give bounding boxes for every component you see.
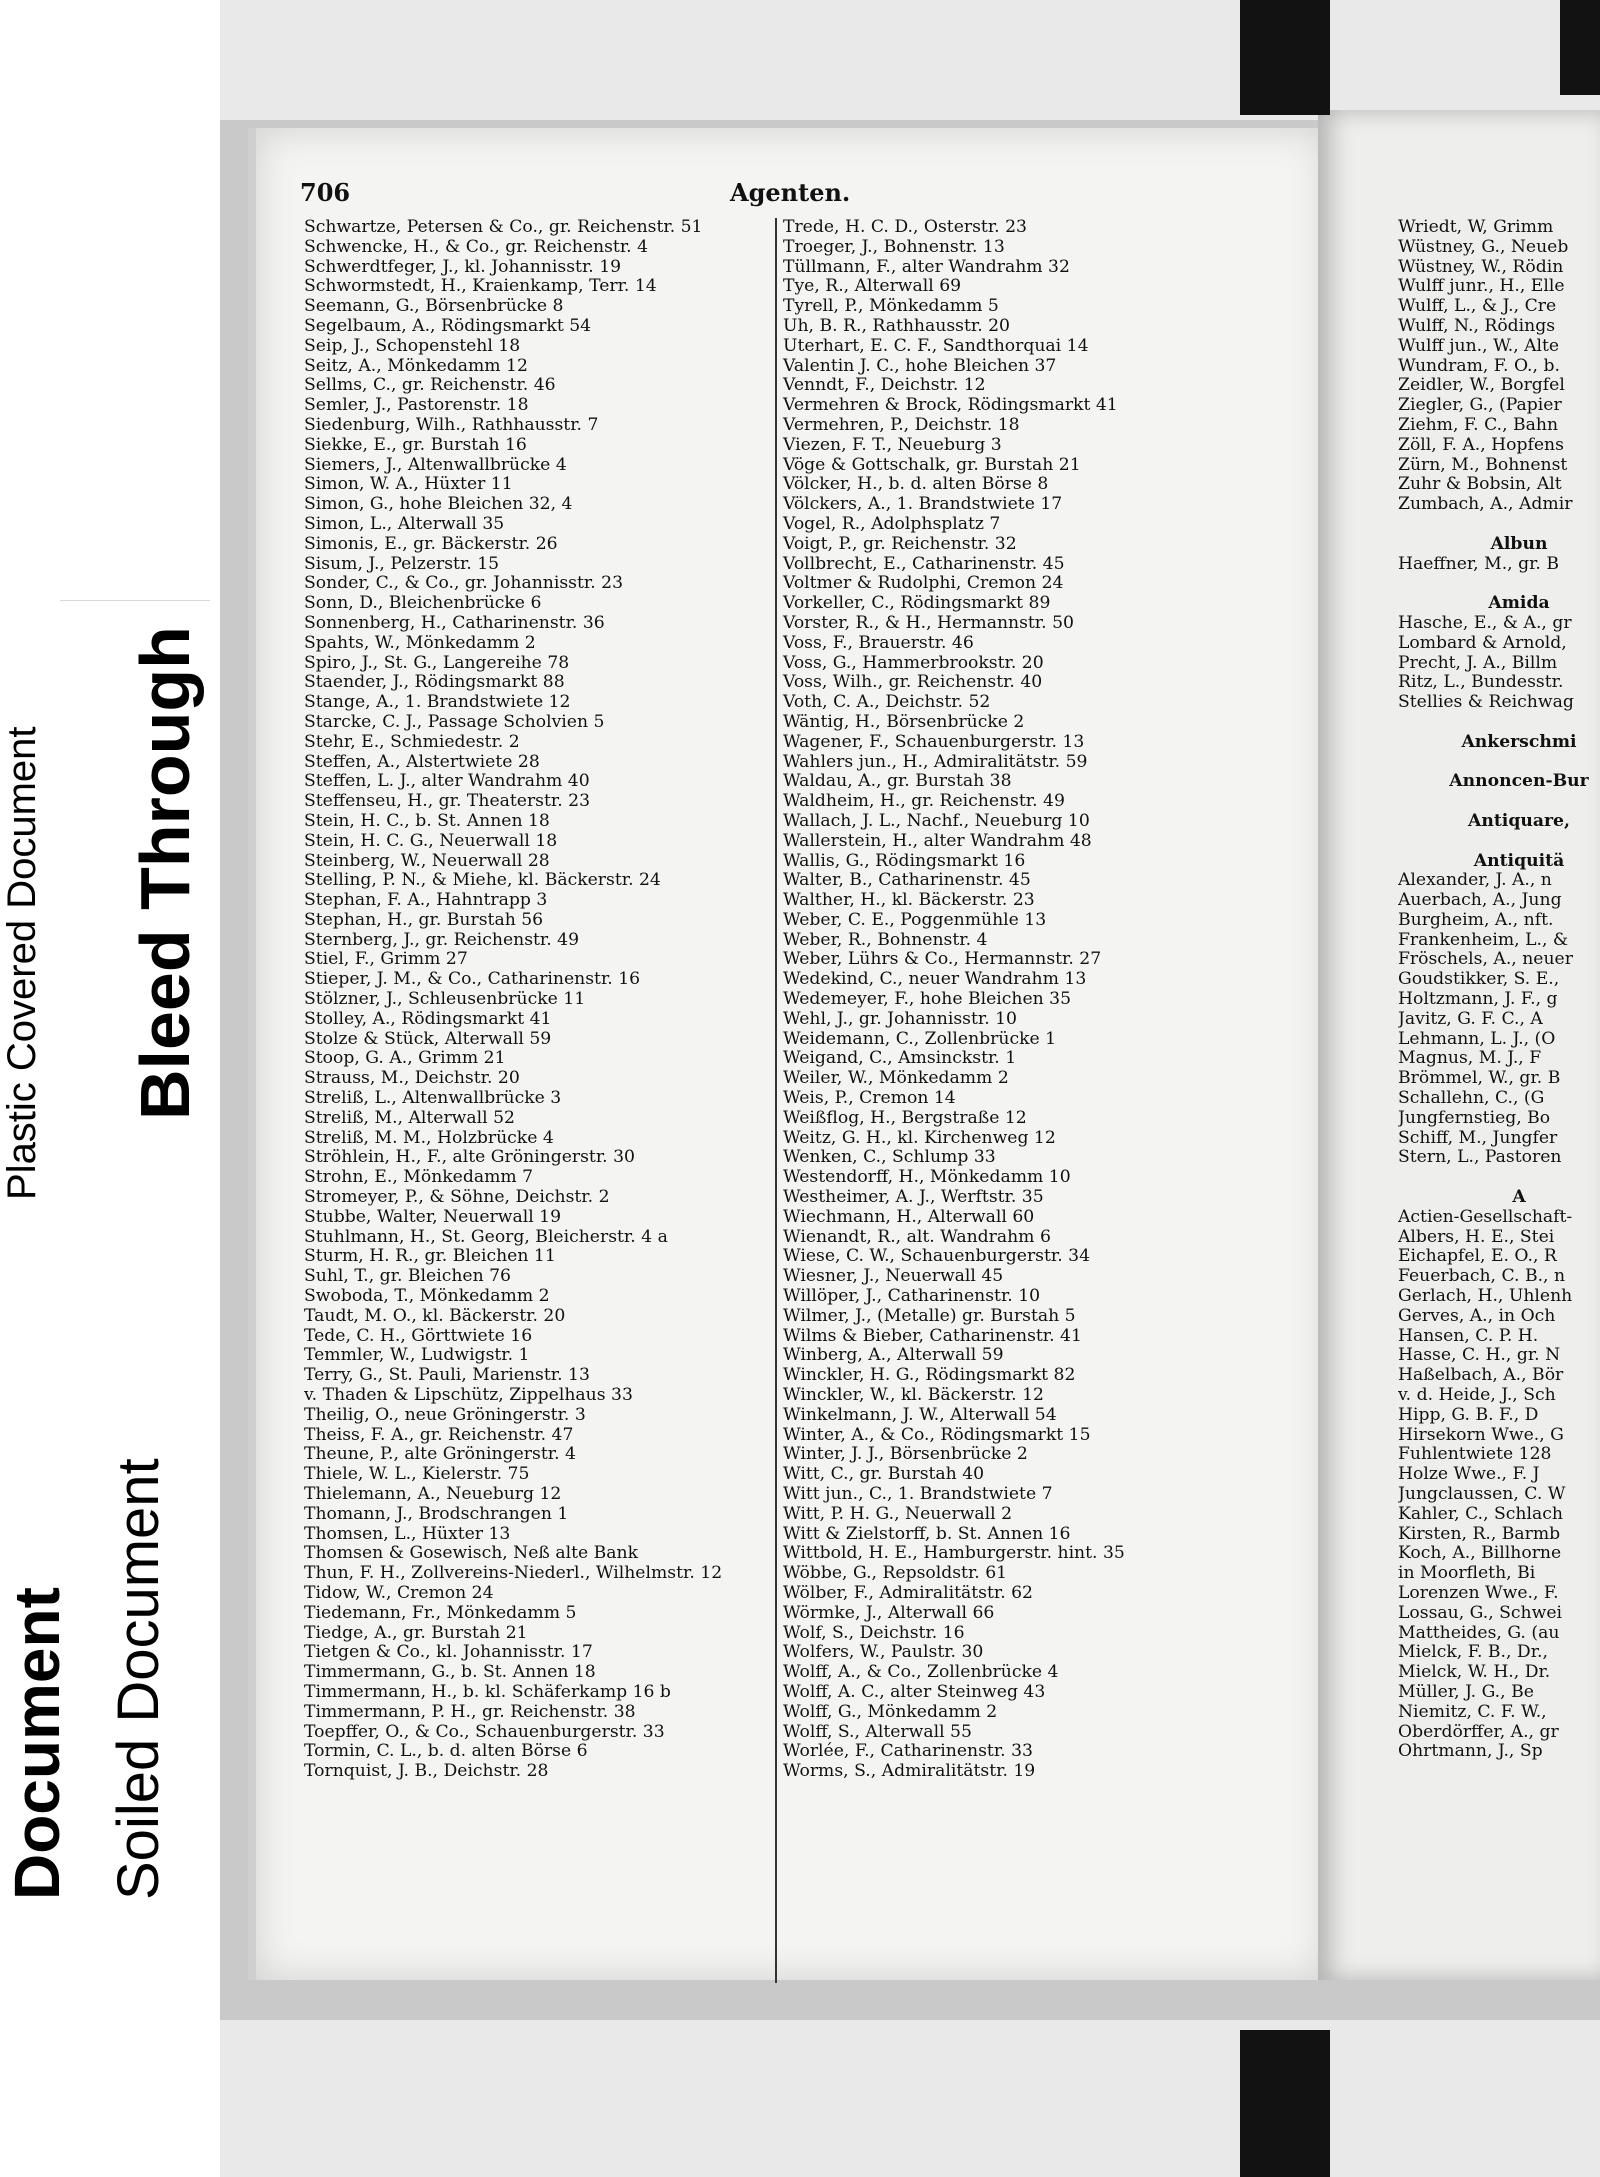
directory-entry: Siedenburg, Wilh., Rathhausstr. 7	[304, 414, 599, 435]
directory-entry: Stephan, H., gr. Burstah 56	[304, 909, 544, 930]
directory-entry: Mattheides, G. (au	[1398, 1622, 1560, 1643]
directory-entry: Völckers, A., 1. Brandstwiete 17	[783, 494, 1063, 515]
document-label: Document	[1, 1587, 73, 1900]
directory-entry: Fröschels, A., neuer	[1398, 949, 1573, 970]
directory-entry: Gerlach, H., Uhlenh	[1398, 1286, 1573, 1307]
scanner-edge	[1560, 0, 1600, 95]
page-header	[300, 178, 1240, 218]
directory-entry: Voss, Wilh., gr. Reichenstr. 40	[783, 672, 1043, 693]
directory-entry: Sonder, C., & Co., gr. Johannisstr. 23	[304, 573, 624, 594]
directory-entry: Voss, F., Brauerstr. 46	[783, 632, 974, 653]
directory-entry: Wulff, L., & J., Cre	[1398, 296, 1557, 317]
directory-entry: Wulff, N., Rödings	[1398, 315, 1556, 336]
directory-entry: Lehmann, L. J., (O	[1398, 1028, 1556, 1049]
directory-entry: Tietgen & Co., kl. Johannisstr. 17	[304, 1642, 593, 1663]
directory-entry: Starcke, C. J., Passage Scholvien 5	[304, 711, 605, 732]
directory-entry: Vorkeller, C., Rödingsmarkt 89	[783, 593, 1051, 614]
directory-entry: Wiechmann, H., Alterwall 60	[783, 1206, 1035, 1227]
directory-entry: Streliß, M. M., Holzbrücke 4	[304, 1127, 554, 1148]
directory-entry: Theiss, F. A., gr. Reichenstr. 47	[304, 1424, 574, 1445]
directory-entry: Schwormstedt, H., Kraienkamp, Terr. 14	[304, 276, 657, 297]
directory-entry: Witt & Zielstorff, b. St. Annen 16	[783, 1523, 1071, 1544]
scan-condition-labels	[0, 0, 220, 2177]
directory-entry: Weber, C. E., Poggenmühle 13	[783, 909, 1047, 930]
directory-entry: Burgheim, A., nft.	[1398, 909, 1554, 930]
directory-entry: Toepffer, O., & Co., Schauenburgerstr. 33	[304, 1721, 665, 1742]
directory-entry: Weber, R., Bohnenstr. 4	[783, 929, 988, 950]
directory-entry: Wagener, F., Schauenburgerstr. 13	[783, 731, 1085, 752]
scanner-clip-bottom	[1240, 2030, 1330, 2177]
directory-entry: Sternberg, J., gr. Reichenstr. 49	[304, 929, 580, 950]
directory-column-left	[304, 218, 774, 1782]
directory-entry: Seemann, G., Börsenbrücke 8	[304, 296, 564, 317]
directory-entry: Wüstney, W., Rödin	[1398, 256, 1564, 277]
directory-entry: Timmermann, P. H., gr. Reichenstr. 38	[304, 1701, 636, 1722]
directory-entry: Tye, R., Alterwall 69	[783, 276, 962, 297]
directory-entry: Schwencke, H., & Co., gr. Reichenstr. 4	[304, 236, 649, 257]
directory-entry: Schallehn, C., (G	[1398, 1088, 1545, 1109]
directory-entry: Haeffner, M., gr. B	[1398, 553, 1559, 574]
page-number: 706	[300, 178, 351, 207]
directory-entry: Jungfernstieg, Bo	[1398, 1107, 1551, 1128]
directory-entry: Stellies & Reichwag	[1398, 692, 1574, 713]
directory-entry: Stolley, A., Rödingsmarkt 41	[304, 1008, 552, 1029]
directory-entry: Müller, J. G., Be	[1398, 1681, 1534, 1702]
directory-entry: Wüstney, G., Neueb	[1398, 236, 1569, 257]
directory-entry: Theilig, O., neue Gröningerstr. 3	[304, 1404, 586, 1425]
directory-entry: Uh, B. R., Rathhausstr. 20	[783, 315, 1010, 336]
directory-entry: Zeidler, W., Borgfel	[1398, 375, 1565, 396]
directory-column-middle	[775, 218, 1318, 1983]
directory-entry: Schwartze, Petersen & Co., gr. Reichenstr. 51	[304, 218, 703, 237]
directory-entry: Voss, G., Hammerbrookstr. 20	[783, 652, 1044, 673]
directory-entry: Wallach, J. L., Nachf., Neueburg 10	[783, 810, 1090, 831]
directory-entry: Wolff, A. C., alter Steinweg 43	[783, 1681, 1046, 1702]
directory-entry: Siemers, J., Altenwallbrücke 4	[304, 454, 567, 475]
directory-entry: Theune, P., alte Gröningerstr. 4	[304, 1444, 576, 1465]
directory-entry: Simon, W. A., Hüxter 11	[304, 474, 513, 495]
directory-entry: v. d. Heide, J., Sch	[1398, 1385, 1556, 1406]
directory-entry: Brömmel, W., gr. B	[1398, 1068, 1561, 1089]
directory-entry: Oberdörffer, A., gr	[1398, 1721, 1559, 1742]
directory-entry: Suhl, T., gr. Bleichen 76	[304, 1266, 511, 1287]
directory-entry: Westheimer, A. J., Werftstr. 35	[783, 1187, 1044, 1208]
directory-entry: Weißflog, H., Bergstraße 12	[783, 1107, 1027, 1128]
directory-entry: Holze Wwe., F. J	[1398, 1464, 1540, 1485]
directory-entry: Hasse, C. H., gr. N	[1398, 1345, 1561, 1366]
directory-entry: Wulff jun., W., Alte	[1398, 335, 1560, 356]
directory-entry: Wulff junr., H., Elle	[1398, 276, 1565, 297]
directory-entry: Wriedt, W, Grimm	[1398, 218, 1554, 237]
directory-entry: Thomsen & Gosewisch, Neß alte Bank	[304, 1543, 638, 1564]
directory-entry: Voth, C. A., Deichstr. 52	[783, 692, 991, 713]
directory-entry: Wolfers, W., Paulstr. 30	[783, 1642, 984, 1663]
directory-entry: Walter, B., Catharinenstr. 45	[783, 870, 1031, 891]
directory-entry: Wolff, A., & Co., Zollenbrücke 4	[783, 1662, 1059, 1683]
directory-entry: Willöper, J., Catharinenstr. 10	[783, 1286, 1041, 1307]
directory-entry: Taudt, M. O., kl. Bäckerstr. 20	[304, 1305, 566, 1326]
directory-entry: Stiel, F., Grimm 27	[304, 949, 468, 970]
directory-entry: Wolff, S., Alterwall 55	[783, 1721, 972, 1742]
directory-entry: Stephan, F. A., Hahntrapp 3	[304, 890, 548, 911]
directory-entry: Siekke, E., gr. Burstah 16	[304, 434, 527, 455]
directory-entry: Wolf, S., Deichstr. 16	[783, 1622, 965, 1643]
directory-entry: Fuhlentwiete 128	[1398, 1444, 1552, 1465]
directory-entry: Seitz, A., Mönkedamm 12	[304, 355, 528, 376]
directory-entry: Uterhart, E. C. F., Sandthorquai 14	[783, 335, 1089, 356]
section-heading: A	[1512, 1187, 1526, 1208]
directory-entry: Weis, P., Cremon 14	[783, 1088, 956, 1109]
directory-entry: Stein, H. C. G., Neuerwall 18	[304, 830, 558, 851]
directory-entry: Precht, J. A., Billm	[1398, 652, 1558, 673]
directory-entry: Wallis, G., Rödingsmarkt 16	[783, 850, 1026, 871]
directory-entry: Alexander, J. A., n	[1398, 870, 1552, 891]
directory-entry: Walther, H., kl. Bäckerstr. 23	[783, 890, 1035, 911]
directory-entry: Wedekind, C., neuer Wandrahm 13	[783, 969, 1087, 990]
directory-entry: Ritz, L., Bundesstr.	[1398, 672, 1564, 693]
directory-entry: Wölber, F., Admiralitätstr. 62	[783, 1582, 1033, 1603]
directory-entry: Stieper, J. M., & Co., Catharinenstr. 16	[304, 969, 641, 990]
directory-entry: Sonnenberg, H., Catharinenstr. 36	[304, 612, 605, 633]
directory-entry: Lombard & Arnold,	[1398, 632, 1567, 653]
directory-entry: Jungclaussen, C. W	[1398, 1484, 1566, 1504]
directory-entry: Albers, H. E., Stei	[1398, 1226, 1555, 1247]
directory-entry: Waldheim, H., gr. Reichenstr. 49	[783, 791, 1065, 812]
section-heading: Albun	[1490, 533, 1548, 554]
directory-entry: Wenken, C., Schlump 33	[783, 1147, 996, 1168]
directory-entry: Ströhlein, H., F., alte Gröningerstr. 30	[304, 1147, 635, 1168]
directory-entry: Terry, G., St. Pauli, Marienstr. 13	[304, 1365, 590, 1386]
directory-entry: Thiele, W. L., Kielerstr. 75	[304, 1464, 530, 1485]
directory-entry: Haßelbach, A., Bör	[1398, 1365, 1564, 1386]
directory-entry: Steffenseu, H., gr. Theaterstr. 23	[304, 791, 591, 812]
directory-entry	[1398, 574, 1600, 594]
directory-entry: Venndt, F., Deichstr. 12	[783, 375, 986, 396]
directory-entry: Wiese, C. W., Schauenburgerstr. 34	[783, 1246, 1091, 1267]
directory-entry: Steinberg, W., Neuerwall 28	[304, 850, 550, 871]
directory-entry: Westendorff, H., Mönkedamm 10	[783, 1167, 1071, 1188]
directory-entry: Ohrtmann, J., Sp	[1398, 1741, 1543, 1762]
scanner-clip-top	[1240, 0, 1330, 115]
directory-entry: Wehl, J., gr. Johannisstr. 10	[783, 1008, 1017, 1029]
directory-entry: Wilmer, J., (Metalle) gr. Burstah 5	[783, 1305, 1076, 1326]
directory-entry: Sisum, J., Pelzerstr. 15	[304, 553, 500, 574]
directory-entry: Thun, F. H., Zollvereins-Niederl., Wilhelmstr. 12	[304, 1563, 723, 1584]
directory-entry: Viezen, F. T., Neueburg 3	[783, 434, 1002, 455]
directory-entry: Witt, C., gr. Burstah 40	[783, 1464, 985, 1485]
directory-entry: Gerves, A., in Och	[1398, 1305, 1556, 1326]
directory-entry: Wittbold, H. E., Hamburgerstr. hint. 35	[783, 1543, 1125, 1564]
directory-entry: Worlée, F., Catharinenstr. 33	[783, 1741, 1033, 1762]
directory-entry: Temmler, W., Ludwigstr. 1	[304, 1345, 530, 1366]
directory-entry: Vollbrecht, E., Catharinenstr. 45	[783, 553, 1065, 574]
directory-entry: Spahts, W., Mönkedamm 2	[304, 632, 536, 653]
directory-entry: Hansen, C. P. H.	[1398, 1325, 1539, 1346]
directory-entry: Kahler, C., Schlach	[1398, 1503, 1563, 1524]
plastic-covered-label: Plastic Covered Document	[0, 726, 44, 1200]
directory-entry: Sonn, D., Bleichenbrücke 6	[304, 593, 542, 614]
directory-entry: Winckler, H. G., Rödingsmarkt 82	[783, 1365, 1076, 1386]
directory-entry: v. Thaden & Lipschütz, Zippelhaus 33	[304, 1385, 633, 1406]
directory-entry: Tede, C. H., Görttwiete 16	[304, 1325, 533, 1346]
directory-entry: Zuhr & Bobsin, Alt	[1398, 474, 1562, 495]
directory-entry: Spiro, J., St. G., Langereihe 78	[304, 652, 570, 673]
directory-entry: Lorenzen Wwe., F.	[1398, 1582, 1559, 1603]
directory-entry: Winberg, A., Alterwall 59	[783, 1345, 1004, 1366]
directory-entry: Semler, J., Pastorenstr. 18	[304, 395, 529, 416]
directory-entry: Swoboda, T., Mönkedamm 2	[304, 1286, 550, 1307]
directory-entry: Stein, H. C., b. St. Annen 18	[304, 810, 550, 831]
directory-entry: Weigand, C., Amsinckstr. 1	[783, 1048, 1017, 1069]
directory-entry: Strauss, M., Deichstr. 20	[304, 1068, 520, 1089]
directory-entry: Actien-Gesellschaft-	[1398, 1206, 1573, 1227]
directory-entry: Tüllmann, F., alter Wandrahm 32	[783, 256, 1070, 277]
section-heading: Ankerschmi	[1461, 731, 1577, 752]
directory-entry: Sturm, H. R., gr. Bleichen 11	[304, 1246, 556, 1267]
section-heading: Antiquitä	[1473, 850, 1565, 871]
directory-entry: Mielck, W. H., Dr.	[1398, 1662, 1551, 1683]
directory-entry: Weitz, G. H., kl. Kirchenweg 12	[783, 1127, 1056, 1148]
page-title: Agenten.	[730, 178, 851, 207]
directory-entry: Tyrell, P., Mönkedamm 5	[783, 296, 999, 317]
directory-entry: Simon, G., hohe Bleichen 32, 4	[304, 494, 573, 515]
directory-entry: Niemitz, C. F. W.,	[1398, 1701, 1547, 1722]
directory-entry: Stehr, E., Schmiedestr. 2	[304, 731, 520, 752]
directory-entry: Wahlers jun., H., Admiralitätstr. 59	[783, 751, 1088, 772]
directory-entry: Tornquist, J. B., Deichstr. 28	[304, 1761, 549, 1782]
directory-entry: Valentin J. C., hohe Bleichen 37	[783, 355, 1057, 376]
directory-entry: Timmermann, H., b. kl. Schäferkamp 16 b	[304, 1681, 671, 1702]
directory-entry: Hipp, G. B. F., D	[1398, 1404, 1539, 1425]
directory-entry: Winckler, W., kl. Bäckerstr. 12	[783, 1385, 1044, 1406]
directory-entry: Winter, A., & Co., Rödingsmarkt 15	[783, 1424, 1091, 1445]
directory-entry: Lossau, G., Schwei	[1398, 1602, 1563, 1623]
directory-entry: Waldau, A., gr. Burstah 38	[783, 771, 1012, 792]
section-heading: Antiquare,	[1468, 810, 1570, 831]
directory-entry: Magnus, M. J., F	[1398, 1048, 1542, 1069]
directory-entry	[1398, 515, 1600, 535]
directory-entry: Segelbaum, A., Rödingsmarkt 54	[304, 315, 592, 336]
directory-entry: Ziegler, G., (Papier	[1398, 395, 1562, 416]
directory-entry: Simon, L., Alterwall 35	[304, 513, 505, 534]
label-divider	[60, 600, 210, 601]
directory-entry: Seip, J., Schopenstehl 18	[304, 335, 521, 356]
directory-entry: Goudstikker, S. E.,	[1398, 969, 1560, 990]
directory-entry: Tormin, C. L., b. d. alten Börse 6	[304, 1741, 588, 1762]
directory-entry: Eichapfel, E. O., R	[1398, 1246, 1557, 1267]
directory-entry: Sellms, C., gr. Reichenstr. 46	[304, 375, 556, 396]
directory-entry: Wedemeyer, F., hohe Bleichen 35	[783, 989, 1072, 1010]
directory-entry: Stuhlmann, H., St. Georg, Bleicherstr. 4 a	[304, 1226, 668, 1247]
directory-entry: Wörmke, J., Alterwall 66	[783, 1602, 995, 1623]
directory-entry: Wienandt, R., alt. Wandrahm 6	[783, 1226, 1051, 1247]
directory-entry: Völcker, H., b. d. alten Börse 8	[783, 474, 1049, 495]
directory-entry: Stelling, P. N., & Miehe, kl. Bäckerstr. 24	[304, 870, 661, 891]
directory-entry: Stoop, G. A., Grimm 21	[304, 1048, 506, 1069]
directory-entry: Wiesner, J., Neuerwall 45	[783, 1266, 1004, 1287]
directory-entry: Zumbach, A., Admir	[1398, 494, 1573, 515]
directory-entry: Strohn, E., Mönkedamm 7	[304, 1167, 534, 1188]
directory-entry: Zürn, M., Bohnenst	[1398, 454, 1568, 475]
directory-entry: Witt jun., C., 1. Brandstwiete 7	[783, 1484, 1053, 1504]
directory-entry: Frankenheim, L., &	[1398, 929, 1569, 950]
directory-entry	[1398, 753, 1600, 773]
section-heading: Amida	[1488, 593, 1550, 614]
section-heading: Annoncen-Bur	[1449, 771, 1589, 792]
directory-entry: Wäntig, H., Börsenbrücke 2	[783, 711, 1025, 732]
directory-entry: Holtzmann, J. F., g	[1398, 989, 1558, 1010]
directory-entry: Javitz, G. F. C., A	[1398, 1008, 1543, 1029]
directory-entry: Timmermann, G., b. St. Annen 18	[304, 1662, 596, 1683]
directory-entry: Wolff, G., Mönkedamm 2	[783, 1701, 998, 1722]
directory-entry	[1398, 832, 1600, 852]
directory-entry: Stölzner, J., Schleusenbrücke 11	[304, 989, 586, 1010]
directory-entry: Mielck, F. B., Dr.,	[1398, 1642, 1548, 1663]
directory-entry: Streliß, M., Alterwall 52	[304, 1107, 515, 1128]
directory-entry: Thomann, J., Brodschrangen 1	[304, 1503, 569, 1524]
directory-entry	[1398, 713, 1600, 733]
directory-entry: Troeger, J., Bohnenstr. 13	[783, 236, 1005, 257]
directory-entry: Tiedemann, Fr., Mönkedamm 5	[304, 1602, 577, 1623]
soiled-document-label: Soiled Document	[106, 1458, 171, 1900]
directory-entry: Steffen, A., Alstertwiete 28	[304, 751, 540, 772]
directory-entry: Simonis, E., gr. Bäckerstr. 26	[304, 533, 558, 554]
directory-entry: Schwerdtfeger, J., kl. Johannisstr. 19	[304, 256, 622, 277]
directory-entry: Weber, Lührs & Co., Hermannstr. 27	[783, 949, 1102, 970]
directory-entry: Schiff, M., Jungfer	[1398, 1127, 1558, 1148]
directory-column-right	[1398, 218, 1600, 1762]
directory-entry: Kirsten, R., Barmb	[1398, 1523, 1561, 1544]
directory-entry: Stromeyer, P., & Söhne, Deichstr. 2	[304, 1187, 610, 1208]
directory-entry: Zöll, F. A., Hopfens	[1398, 434, 1564, 455]
directory-entry: Worms, S., Admiralitätstr. 19	[783, 1761, 1036, 1782]
directory-entry: Vermehren, P., Deichstr. 18	[783, 414, 1020, 435]
directory-entry: Staender, J., Rödingsmarkt 88	[304, 672, 565, 693]
directory-entry: Stange, A., 1. Brandstwiete 12	[304, 692, 571, 713]
directory-entry: Feuerbach, C. B., n	[1398, 1266, 1566, 1287]
directory-entry: Stolze & Stück, Alterwall 59	[304, 1028, 552, 1049]
directory-entry: Stubbe, Walter, Neuerwall 19	[304, 1206, 562, 1227]
directory-entry: Wundram, F. O., b.	[1398, 355, 1560, 376]
directory-entry: Vogel, R., Adolphsplatz 7	[783, 513, 1001, 534]
directory-entry: Wöbbe, G., Repsoldstr. 61	[783, 1563, 1008, 1584]
directory-entry: Voltmer & Rudolphi, Cremon 24	[783, 573, 1064, 594]
directory-entry: Hasche, E., & A., gr	[1398, 612, 1572, 633]
directory-entry: Wallerstein, H., alter Wandrahm 48	[783, 830, 1092, 851]
directory-entry: Ziehm, F. C., Bahn	[1398, 414, 1559, 435]
bleed-through-label: Bleed Through	[126, 626, 204, 1120]
directory-entry: Trede, H. C. D., Osterstr. 23	[783, 218, 1027, 237]
directory-entry: Streliß, L., Altenwallbrücke 3	[304, 1088, 562, 1109]
directory-entry: Vöge & Gottschalk, gr. Burstah 21	[783, 454, 1081, 475]
directory-entry: Witt, P. H. G., Neuerwall 2	[783, 1503, 1013, 1524]
directory-entry: Vorster, R., & H., Hermannstr. 50	[783, 612, 1074, 633]
directory-entry: Wilms & Bieber, Catharinenstr. 41	[783, 1325, 1082, 1346]
directory-entry: Stern, L., Pastoren	[1398, 1147, 1562, 1168]
directory-entry: in Moorfleth, Bi	[1398, 1563, 1536, 1584]
directory-entry: Weidemann, C., Zollenbrücke 1	[783, 1028, 1057, 1049]
directory-entry: Vermehren & Brock, Rödingsmarkt 41	[783, 395, 1118, 416]
directory-entry: Thomsen, L., Hüxter 13	[304, 1523, 511, 1544]
directory-entry: Koch, A., Billhorne	[1398, 1543, 1562, 1564]
directory-entry: Auerbach, A., Jung	[1398, 890, 1562, 911]
directory-entry: Thielemann, A., Neueburg 12	[304, 1484, 562, 1504]
directory-entry: Weiler, W., Mönkedamm 2	[783, 1068, 1009, 1089]
directory-entry: Voigt, P., gr. Reichenstr. 32	[783, 533, 1017, 554]
directory-entry: Winkelmann, J. W., Alterwall 54	[783, 1404, 1057, 1425]
directory-entry: Steffen, L. J., alter Wandrahm 40	[304, 771, 590, 792]
directory-entry	[1398, 792, 1600, 812]
directory-entry: Tidow, W., Cremon 24	[304, 1582, 494, 1603]
directory-entry	[1398, 1168, 1600, 1188]
directory-entry: Hirsekorn Wwe., G	[1398, 1424, 1564, 1445]
directory-entry: Tiedge, A., gr. Burstah 21	[304, 1622, 528, 1643]
directory-entry: Winter, J. J., Börsenbrücke 2	[783, 1444, 1028, 1465]
